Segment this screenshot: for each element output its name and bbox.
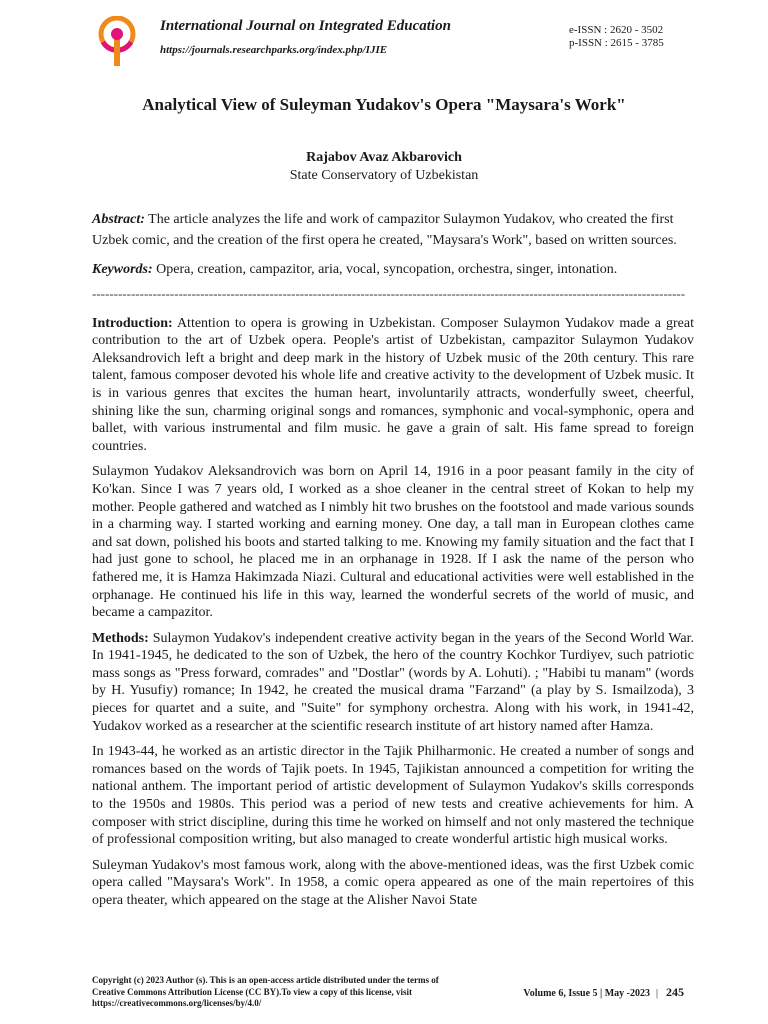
section-divider: ----------------------------------------------------------------------------------------------------------------------------------------- [92,286,686,301]
methods-paragraph [92,630,694,736]
keywords [92,261,694,279]
tajik-period-paragraph: In 1943-44, he worked as an artistic director in the Tajik Philharmonic. He created a number of songs and romances based on the words of Tajik poets. In 1945, Tajikistan announced a competition for writing the national anthem. The important period of artistic development of Sulaymon Yudakov's skills corresponds to the 1950s and 1980s. This period was a period of new tests and creative achievements for him. A composer with strict discipline, during this time he worked on himself and not only mastered the technique of professional composition writing, but also managed to create wonderful artistic high musical works. [92,744,694,848]
eissn: e-ISSN : 2620 - 3502 [569,24,664,36]
volume-info: Volume 6, Issue 5 | May -2023 [523,988,650,999]
author-affiliation: State Conservatory of Uzbekistan [289,168,479,183]
author-name: Rajabov Avaz Akbarovich [306,150,462,165]
issn-block [569,24,679,50]
methods-text: Sulaymon Yudakov's independent creative activity began in the years of the Second World War. In 1941-1945, he dedicated to the son of Uzbek, the hero of the country Kochkor Turdiyev, such patriotic mass songs as "Press forward, comrades" and "Dostlar" (words by A. Lohuti). ; "Habibi tu manam" (words by H. Yusufiy) romance; In 1942, he created the musical drama "Farzand" (a play by S. Ismailzoda), 3 pieces for quartet and a suite, and "Suite" for symphony orchestra. Along with his work, in 1941-42, Yudakov worked as a researcher at the scientific research institute of art history named after Hamza. [92,630,694,734]
abstract-text: The article analyzes the life and work of campazitor Sulaymon Yudakov, who created the first Uzbek comic, and the creation of the first opera he created, "Maysara's Work", based on written sources. [92,212,677,248]
introduction-text: Attention to opera is growing in Uzbekistan. Composer Sulaymon Yudakov made a great contribution to the art of Uzbek opera. People's artist of Uzbekistan, campazitor Sulaymon Yudakov Aleksandrovich left a bright and deep mark in the history of Uzbek music of the 20th century. This rare talent, famous composer devoted his whole life and creative activity to the development of Uzbek music. It is in various genres that excites the human heart, involuntarily attracts, wonderfully sweet, cheerful, shining like the sun, charming original songs and romances, symphonic and vocal-symphonic, opera and ballet, with various instrumental and film music. he gave a grain of salt. His fame spread to foreign countries. [92,315,694,454]
page-header [0,0,768,70]
page-number: 245 [666,985,684,999]
maysara-paragraph: Suleyman Yudakov's most famous work, along with the above-mentioned ideas, was the first Uzbek comic opera called "Maysara's Work". In 1958, a comic opera appeared as one of the main repertoires of this opera theater, which appeared on the stage at the Alisher Navoi State [92,857,694,908]
abstract-label: Abstract: [92,212,145,227]
introduction-label: Introduction: [92,315,173,331]
journal-title: International Journal on Integrated Education [160,18,451,34]
abstract [92,209,694,251]
keywords-label: Keywords: [92,262,153,277]
pissn: p-ISSN : 2615 - 3785 [569,37,664,49]
footer-divider: | [655,988,658,999]
biography-paragraph: Sulaymon Yudakov Aleksandrovich was born on April 14, 1916 in a poor peasant family in the city of Ko'kan. Since I was 7 years old, I worked as a shoe cleaner in the central street of Kokan to help my mother. People gathered and watched as I nimbly hit two brushes on the footstool and made various sounds in a charming way. I started working and earning money. One day, a tall man in European clothes came and sat down, polished his boots and started talking to me. Knowing my family situation and the fact that I had just gone to school, he placed me in an orphanage in 1928. If I ask the name of the person who fathered me, it is Hamza Hakimzada Niazi. Cultural and educational activities were well established in the orphanage. He continued his life in this way, learned the wonderful secrets of the world of music, and became a campazitor. [92,464,694,621]
journal-url[interactable]: https://journals.researchparks.org/index.php/IJIE [160,44,388,56]
methods-label: Methods: [92,630,149,646]
article-title: Analytical View of Suleyman Yudakov's Opera "Maysara's Work" [142,95,626,114]
introduction-paragraph [92,315,694,456]
keywords-text: Opera, creation, campazitor, aria, vocal, syncopation, orchestra, singer, intonation. [152,262,618,277]
page-footer [523,985,684,1000]
copyright-notice: Copyright (c) 2023 Author (s). This is an open-access article distributed under the terms of Creative Commons Attribution License (CC BY).To view a copy of this license, visit https://creativecommons.org/licenses/by/4.0/ [92,975,439,1008]
article-body [92,209,694,918]
journal-logo-icon [97,16,139,68]
